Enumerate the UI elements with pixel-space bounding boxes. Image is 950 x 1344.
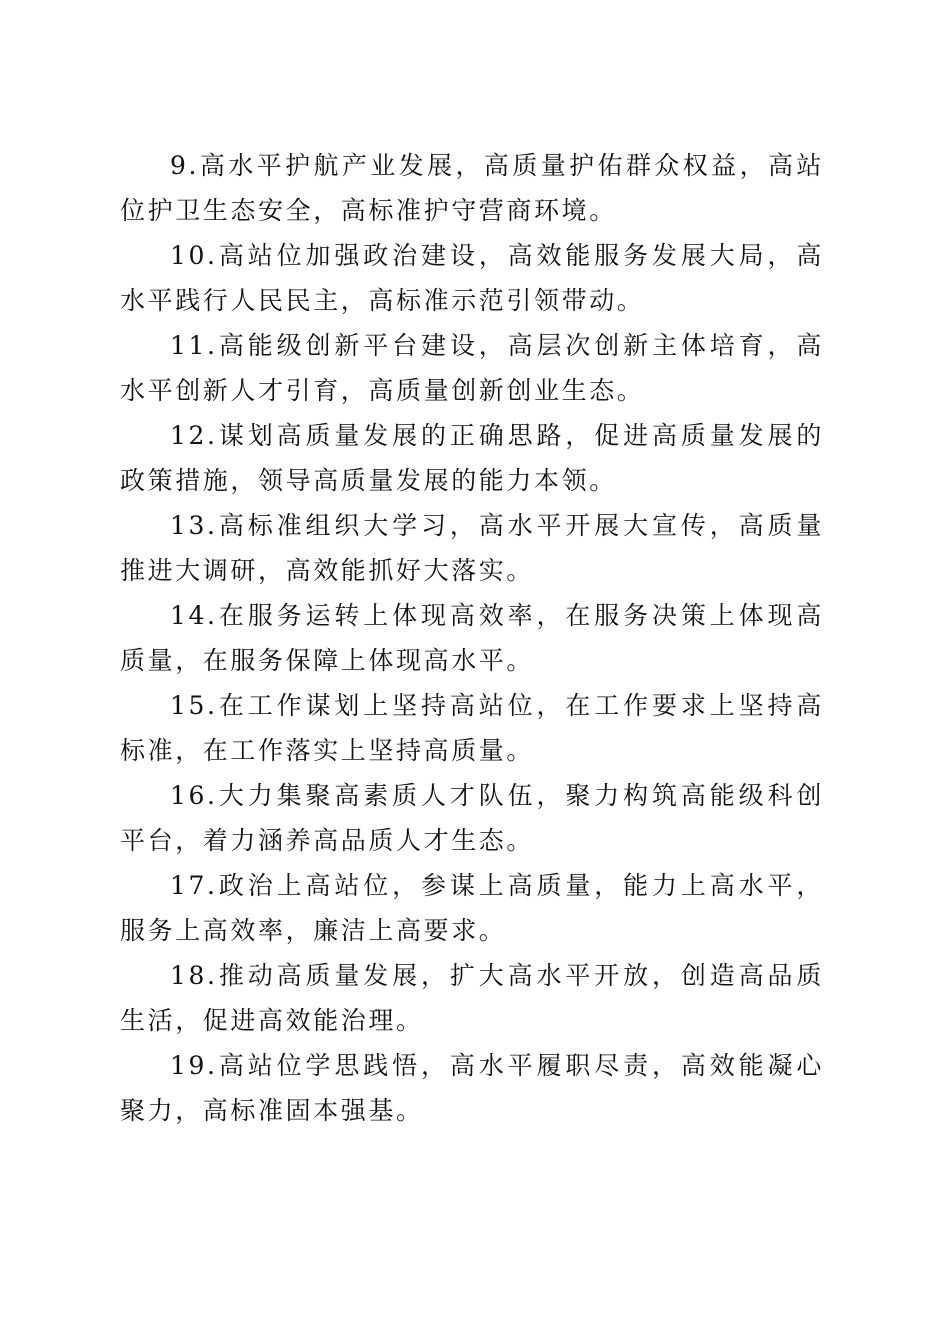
paragraph-number: 9. [170,151,200,180]
paragraph-text: 政治上高站位，参谋上高质量，能力上高水平，服务上高效率，廉洁上高要求。 [120,871,824,945]
paragraph-text: 在服务运转上体现高效率，在服务决策上体现高质量，在服务保障上体现高水平。 [120,601,824,675]
paragraph-number: 13. [170,511,218,540]
paragraph-9 [120,143,824,233]
paragraph-18 [120,953,824,1043]
paragraph-text: 大力集聚高素质人才队伍，聚力构筑高能级科创平台，着力涵养高品质人才生态。 [120,781,824,855]
document-page [120,143,824,1133]
paragraph-10 [120,233,824,323]
paragraph-15 [120,683,824,773]
paragraph-text: 高站位加强政治建设，高效能服务发展大局，高水平践行人民民主，高标准示范引领带动。 [120,241,824,315]
paragraph-13 [120,503,824,593]
paragraph-text: 高标准组织大学习，高水平开展大宣传，高质量推进大调研，高效能抓好大落实。 [120,511,824,585]
paragraph-text: 高水平护航产业发展，高质量护佑群众权益，高站位护卫生态安全，高标准护守营商环境。 [120,151,824,225]
paragraph-text: 在工作谋划上坚持高站位，在工作要求上坚持高标准，在工作落实上坚持高质量。 [120,691,824,765]
paragraph-text: 高能级创新平台建设，高层次创新主体培育，高水平创新人才引育，高质量创新创业生态。 [120,331,824,405]
paragraph-11 [120,323,824,413]
paragraph-text: 谋划高质量发展的正确思路，促进高质量发展的政策措施，领导高质量发展的能力本领。 [120,421,824,495]
paragraph-12 [120,413,824,503]
paragraph-number: 14. [170,601,218,630]
paragraph-17 [120,863,824,953]
paragraph-number: 10. [170,241,218,270]
paragraph-number: 18. [170,961,218,990]
paragraph-16 [120,773,824,863]
paragraph-number: 16. [170,781,218,810]
paragraph-number: 15. [170,691,218,720]
paragraph-text: 高站位学思践悟，高水平履职尽责，高效能凝心聚力，高标准固本强基。 [120,1051,824,1125]
paragraph-number: 11. [170,331,218,360]
paragraph-number: 19. [170,1051,218,1080]
paragraph-19 [120,1043,824,1133]
paragraph-number: 17. [170,871,218,900]
paragraph-number: 12. [170,421,218,450]
paragraph-14 [120,593,824,683]
paragraph-text: 推动高质量发展，扩大高水平开放，创造高品质生活，促进高效能治理。 [120,961,824,1035]
